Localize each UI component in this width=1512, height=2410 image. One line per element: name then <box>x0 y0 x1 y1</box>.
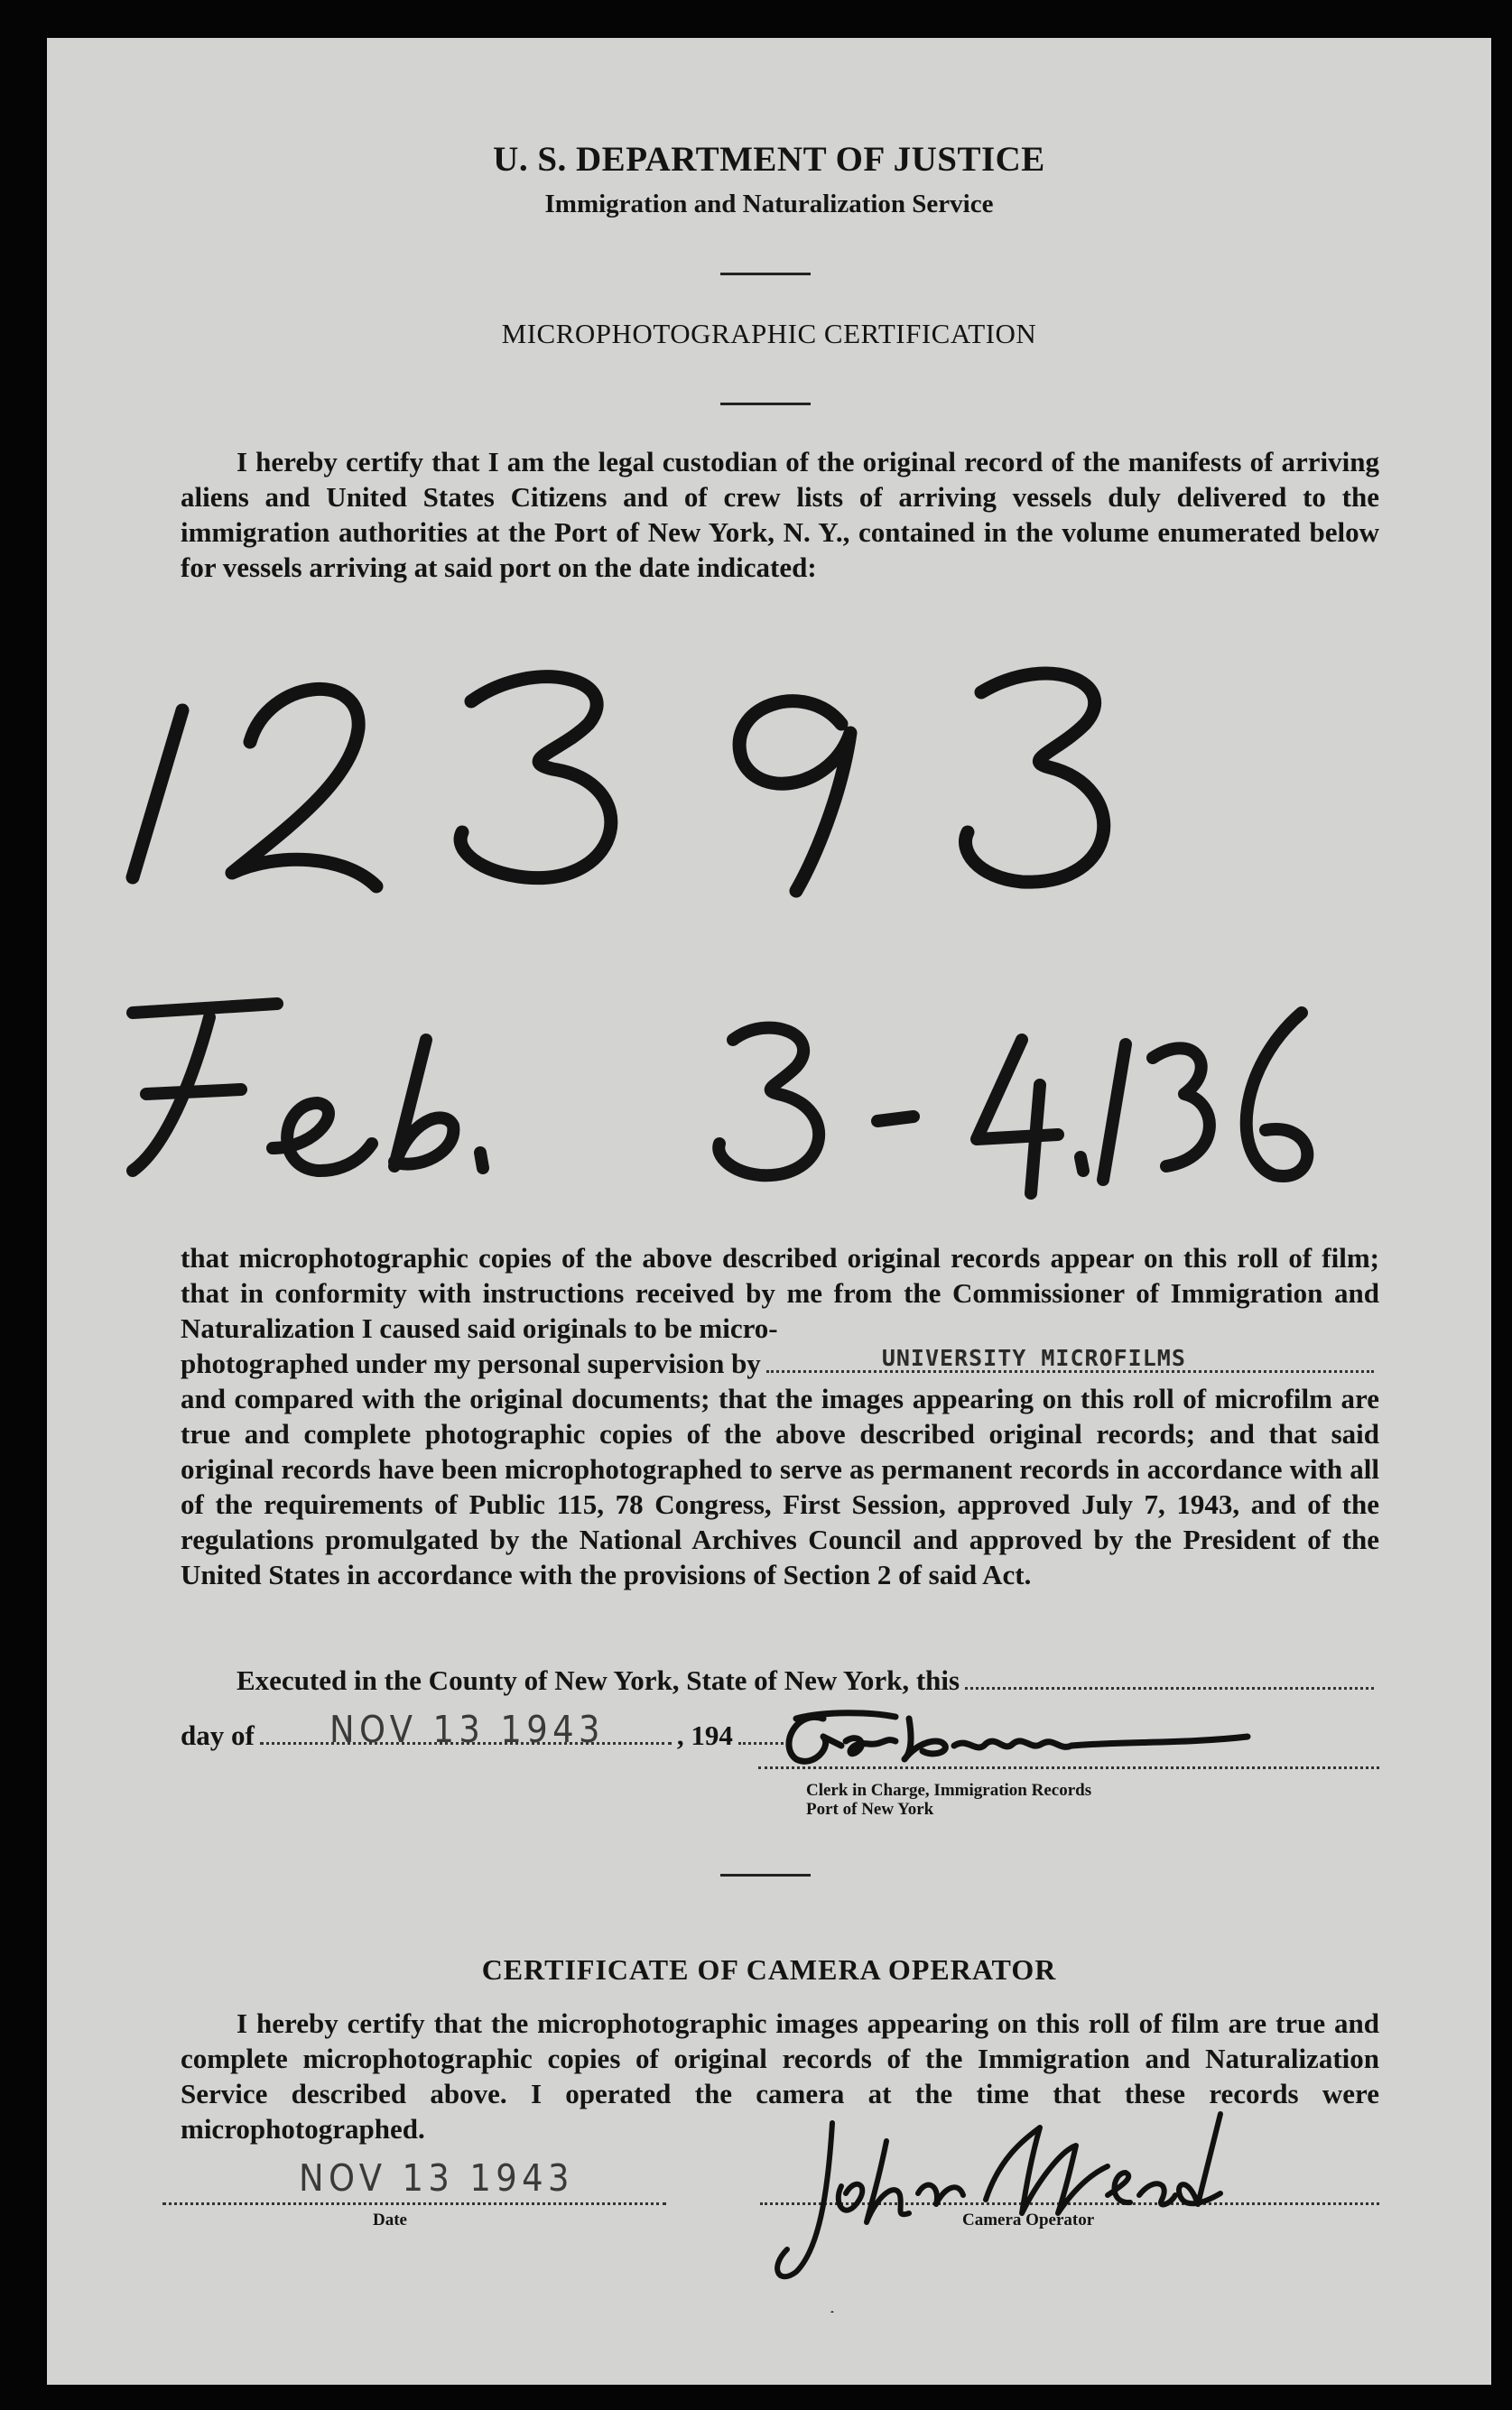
camera-operator-text: I hereby certify that the microphotographic images appearing on this roll of film are true and complete microphotographic copies of original records of the Immigration and Naturalization Service described above. I operated the camera at the time that these records were microphotographed. <box>181 2007 1379 2145</box>
year-prefix: , 194 <box>676 1719 733 1751</box>
photographed-by-field <box>766 1345 1374 1373</box>
certification-title: MICROPHOTOGRAPHIC CERTIFICATION <box>501 318 1037 349</box>
clerk-location: Port of New York <box>806 1800 934 1819</box>
university-microfilms-stamp: UNIVERSITY MICROFILMS <box>881 1345 1186 1371</box>
divider <box>720 403 811 405</box>
day-of-field <box>260 1708 672 1751</box>
executed-day-field <box>965 1687 1374 1690</box>
clerk-title: Clerk in Charge, Immigration Records <box>806 1781 1092 1800</box>
handwritten-date <box>133 1004 1307 1193</box>
department-heading: U. S. DEPARTMENT OF JUSTICE <box>493 140 1045 179</box>
camera-operator-title: CERTIFICATE OF CAMERA OPERATOR <box>481 1953 1057 1986</box>
photographed-by-label: photographed under my personal supervision by <box>181 1348 761 1379</box>
camera-operator-label: Camera Operator <box>962 2211 1095 2229</box>
body-text-after: and compared with the original documents; that the images appearing on this roll of microfilm are true and complete photographic copies of the above described original records; and that said original records have been microphotographed to serve as permanent records in accordance with all of the requirements of Public 115, 78 Congress, First Session, approved July 7, 1943, and of the regulations promulgated by the National Archives Council and approved by the President of the United States in accordance with the provisions of Section 2 of said Act. <box>181 1383 1379 1590</box>
divider <box>720 273 811 275</box>
body-paragraph <box>181 1240 1379 1592</box>
executed-text: Executed in the County of New York, State of New York, this <box>237 1664 960 1696</box>
operator-date-label: Date <box>373 2211 407 2229</box>
divider <box>720 1874 811 1877</box>
operator-date-line <box>162 2202 666 2205</box>
photographed-by-line <box>181 1346 1379 1381</box>
handwritten-entries <box>47 616 1491 1229</box>
service-subheading: Immigration and Naturalization Service <box>544 190 994 218</box>
certificate-page <box>47 38 1491 2385</box>
intro-text: I hereby certify that I am the legal custodian of the original record of the manifests of arriving aliens and United States Citizens and of crew lists of arriving vessels duly delivered to the immigration authorities at the Port of New York, N. Y., contained in the volume enumerated below for vessels arriving at said port on the date indicated: <box>181 446 1379 583</box>
clerk-signature <box>760 1692 1302 1773</box>
operator-signature <box>751 2087 1257 2313</box>
day-of-label: day of <box>181 1719 255 1751</box>
handwritten-volume-number <box>133 673 1104 891</box>
date-stamp: NOV 13 1943 <box>329 1708 605 1751</box>
intro-paragraph <box>181 444 1379 585</box>
body-text-before: that microphotographic copies of the above described original records appear on this roll of film; that in conformity with instructions received by me from the Commissioner of Immigration and Naturalization I caused said originals to be micro- <box>181 1242 1379 1344</box>
operator-date-stamp: NOV 13 1943 <box>298 2156 574 2200</box>
